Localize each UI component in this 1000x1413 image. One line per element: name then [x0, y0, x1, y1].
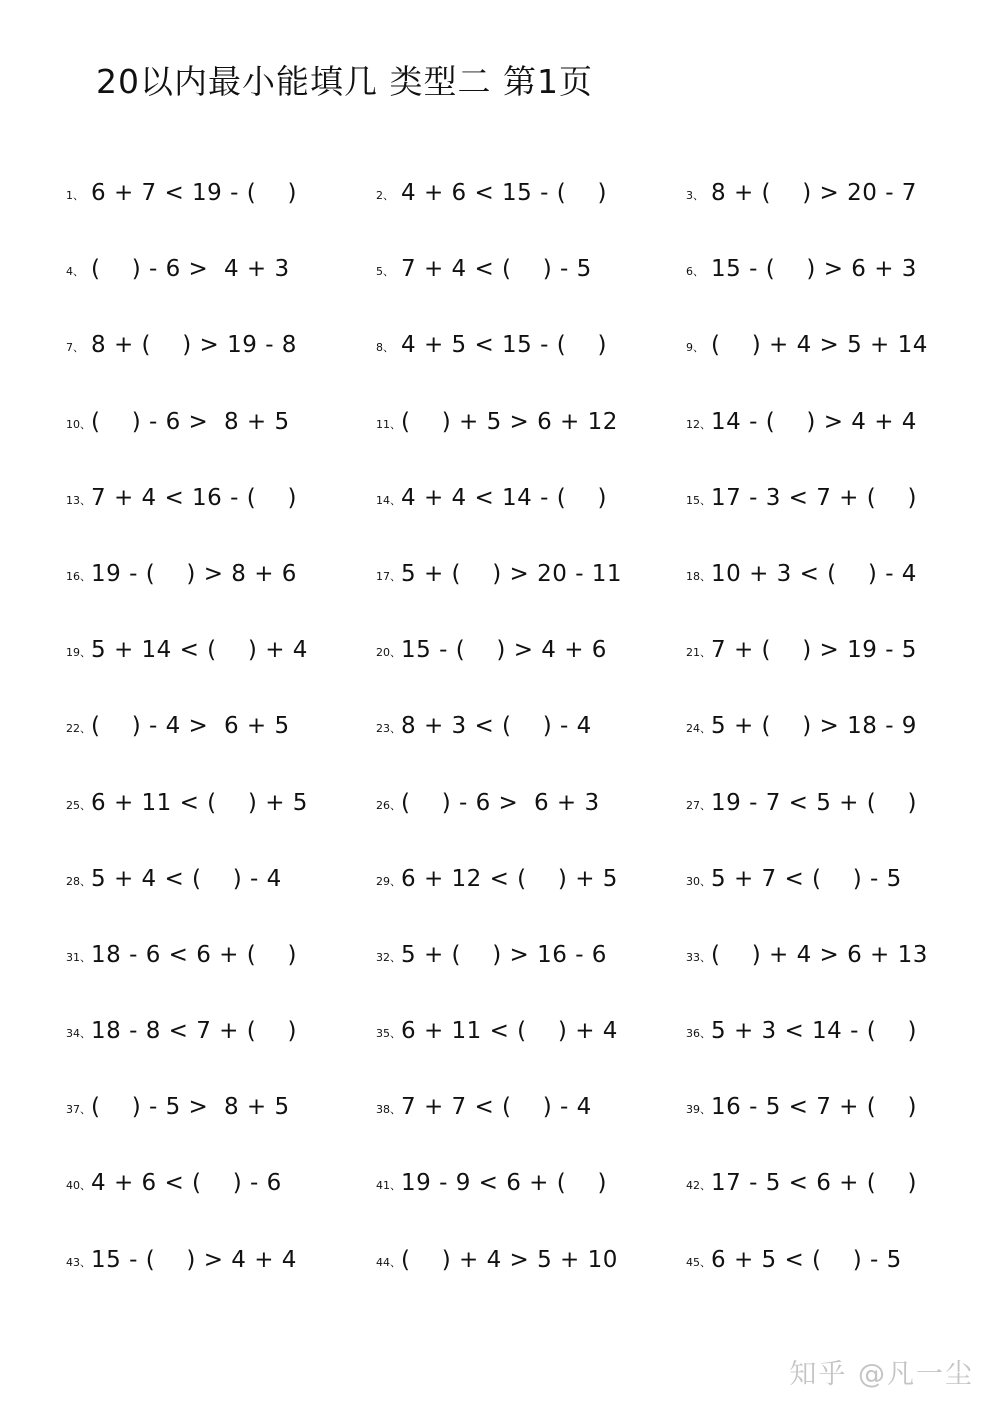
problem-item	[66, 1094, 376, 1170]
problem-item	[66, 485, 376, 561]
problem-expression: 5 + 14 < ( ) + 4	[91, 637, 308, 664]
problem-number: 28、	[66, 874, 91, 888]
problem-number: 9、	[686, 341, 704, 355]
problem-item	[66, 180, 376, 256]
problem-expression: 8 + 3 < ( ) - 4	[401, 713, 592, 740]
problem-number: 38、	[376, 1103, 401, 1117]
problem-item	[686, 561, 966, 637]
problem-number: 11、	[376, 417, 401, 431]
problem-item	[686, 637, 966, 713]
problem-number: 19、	[66, 646, 91, 660]
problem-number: 4、	[66, 265, 84, 279]
problem-item	[376, 1094, 686, 1170]
problem-number: 7、	[66, 341, 84, 355]
problem-number: 18、	[686, 569, 711, 583]
problem-expression: 8 + ( ) > 20 - 7	[711, 180, 917, 206]
problem-expression: 18 - 8 < 7 + ( )	[91, 1018, 297, 1045]
problem-number: 8、	[376, 341, 394, 355]
problem-item	[686, 409, 966, 485]
problem-expression: 18 - 6 < 6 + ( )	[91, 941, 297, 968]
problem-number: 22、	[66, 722, 91, 736]
problem-item	[376, 332, 686, 408]
problem-expression: 7 + 4 < ( ) - 5	[401, 256, 592, 283]
problem-number: 30、	[686, 874, 711, 888]
problem-item	[376, 713, 686, 789]
problem-expression: 15 - ( ) > 6 + 3	[711, 256, 917, 283]
problem-item	[66, 790, 376, 866]
problem-number: 5、	[376, 265, 394, 279]
problem-number: 29、	[376, 874, 401, 888]
problem-item	[376, 1247, 686, 1323]
problem-item	[376, 561, 686, 637]
problem-number: 31、	[66, 950, 91, 964]
problem-number: 37、	[66, 1103, 91, 1117]
problem-expression: ( ) + 5 > 6 + 12	[401, 408, 618, 435]
problem-item	[66, 409, 376, 485]
problem-number: 26、	[376, 798, 401, 812]
problem-item	[66, 1247, 376, 1323]
problem-expression: ( ) + 4 > 5 + 10	[401, 1246, 618, 1273]
problem-expression: 7 + ( ) > 19 - 5	[711, 637, 917, 664]
problem-number: 15、	[686, 493, 711, 507]
watermark: 知乎 @凡一尘	[789, 1359, 974, 1390]
problem-number: 14、	[376, 493, 401, 507]
problem-item	[66, 332, 376, 408]
problem-number: 42、	[686, 1179, 711, 1193]
problem-expression: 19 - 7 < 5 + ( )	[711, 789, 917, 816]
problem-expression: 6 + 11 < ( ) + 4	[401, 1018, 618, 1045]
problem-item	[376, 790, 686, 866]
problem-item	[376, 942, 686, 1018]
problem-number: 36、	[686, 1027, 711, 1041]
problem-number: 25、	[66, 798, 91, 812]
problem-expression: 6 + 12 < ( ) + 5	[401, 865, 618, 892]
problem-item	[66, 637, 376, 713]
problem-item	[376, 485, 686, 561]
problem-expression: ( ) + 4 > 5 + 14	[711, 332, 928, 359]
problem-item	[686, 332, 966, 408]
problem-number: 24、	[686, 722, 711, 736]
problem-expression: 14 - ( ) > 4 + 4	[711, 408, 917, 435]
problem-number: 27、	[686, 798, 711, 812]
problem-number: 10、	[66, 417, 91, 431]
problem-number: 23、	[376, 722, 401, 736]
problem-expression: 7 + 4 < 16 - ( )	[91, 484, 297, 511]
problem-number: 13、	[66, 493, 91, 507]
problem-expression: 5 + ( ) > 18 - 9	[711, 713, 917, 740]
problem-expression: 8 + ( ) > 19 - 8	[91, 332, 297, 359]
page-title: 20以内最小能填几 类型二 第1页	[96, 62, 593, 101]
problem-grid	[66, 180, 966, 1323]
problem-expression: ( ) - 6 > 8 + 5	[91, 408, 290, 435]
problem-number: 21、	[686, 646, 711, 660]
problem-number: 45、	[686, 1255, 711, 1269]
problem-expression: 16 - 5 < 7 + ( )	[711, 1094, 917, 1121]
problem-item	[686, 485, 966, 561]
problem-item	[66, 1170, 376, 1246]
problem-item	[376, 1170, 686, 1246]
problem-number: 3、	[686, 189, 704, 202]
problem-item	[66, 1018, 376, 1094]
problem-item	[66, 713, 376, 789]
problem-item	[376, 409, 686, 485]
problem-expression: 19 - 9 < 6 + ( )	[401, 1170, 607, 1197]
problem-expression: ( ) - 6 > 4 + 3	[91, 256, 290, 283]
problem-number: 12、	[686, 417, 711, 431]
problem-item	[686, 1018, 966, 1094]
problem-expression: 15 - ( ) > 4 + 6	[401, 637, 607, 664]
problem-expression: ( ) - 5 > 8 + 5	[91, 1094, 290, 1121]
problem-item	[376, 180, 686, 256]
problem-expression: 4 + 6 < 15 - ( )	[401, 180, 607, 206]
problem-expression: 5 + 7 < ( ) - 5	[711, 865, 902, 892]
problem-number: 41、	[376, 1179, 401, 1193]
problem-expression: 7 + 7 < ( ) - 4	[401, 1094, 592, 1121]
problem-item	[66, 561, 376, 637]
problem-number: 1、	[66, 189, 84, 202]
problem-number: 39、	[686, 1103, 711, 1117]
problem-expression: 19 - ( ) > 8 + 6	[91, 560, 297, 587]
problem-expression: 6 + 5 < ( ) - 5	[711, 1246, 902, 1273]
problem-number: 35、	[376, 1027, 401, 1041]
problem-expression: 4 + 5 < 15 - ( )	[401, 332, 607, 359]
problem-expression: 17 - 3 < 7 + ( )	[711, 484, 917, 511]
problem-item	[66, 256, 376, 332]
problem-item	[686, 1247, 966, 1323]
problem-number: 43、	[66, 1255, 91, 1269]
problem-number: 6、	[686, 265, 704, 279]
problem-item	[686, 1170, 966, 1246]
problem-expression: 5 + 4 < ( ) - 4	[91, 865, 282, 892]
problem-number: 17、	[376, 569, 401, 583]
problem-number: 33、	[686, 950, 711, 964]
problem-expression: 6 + 11 < ( ) + 5	[91, 789, 308, 816]
problem-expression: 5 + ( ) > 16 - 6	[401, 941, 607, 968]
problem-number: 40、	[66, 1179, 91, 1193]
problem-expression: ( ) - 4 > 6 + 5	[91, 713, 290, 740]
problem-item	[686, 1094, 966, 1170]
problem-item	[686, 180, 966, 256]
problem-expression: 10 + 3 < ( ) - 4	[711, 560, 917, 587]
problem-expression: 15 - ( ) > 4 + 4	[91, 1246, 297, 1273]
problem-expression: ( ) + 4 > 6 + 13	[711, 941, 928, 968]
problem-number: 34、	[66, 1027, 91, 1041]
problem-expression: 5 + 3 < 14 - ( )	[711, 1018, 917, 1045]
problem-item	[66, 866, 376, 942]
problem-item	[376, 1018, 686, 1094]
problem-expression: 6 + 7 < 19 - ( )	[91, 180, 297, 206]
problem-number: 2、	[376, 189, 394, 202]
problem-expression: 4 + 6 < ( ) - 6	[91, 1170, 282, 1197]
problem-item	[686, 790, 966, 866]
problem-item	[686, 713, 966, 789]
problem-expression: 5 + ( ) > 20 - 11	[401, 560, 623, 587]
problem-expression: 4 + 4 < 14 - ( )	[401, 484, 607, 511]
problem-item	[686, 866, 966, 942]
problem-expression: ( ) - 6 > 6 + 3	[401, 789, 600, 816]
problem-item	[376, 866, 686, 942]
problem-item	[686, 256, 966, 332]
problem-number: 32、	[376, 950, 401, 964]
problem-item	[686, 942, 966, 1018]
problem-item	[376, 637, 686, 713]
problem-expression: 17 - 5 < 6 + ( )	[711, 1170, 917, 1197]
problem-number: 20、	[376, 646, 401, 660]
problem-item	[376, 256, 686, 332]
problem-number: 16、	[66, 569, 91, 583]
problem-number: 44、	[376, 1255, 401, 1269]
problem-item	[66, 942, 376, 1018]
